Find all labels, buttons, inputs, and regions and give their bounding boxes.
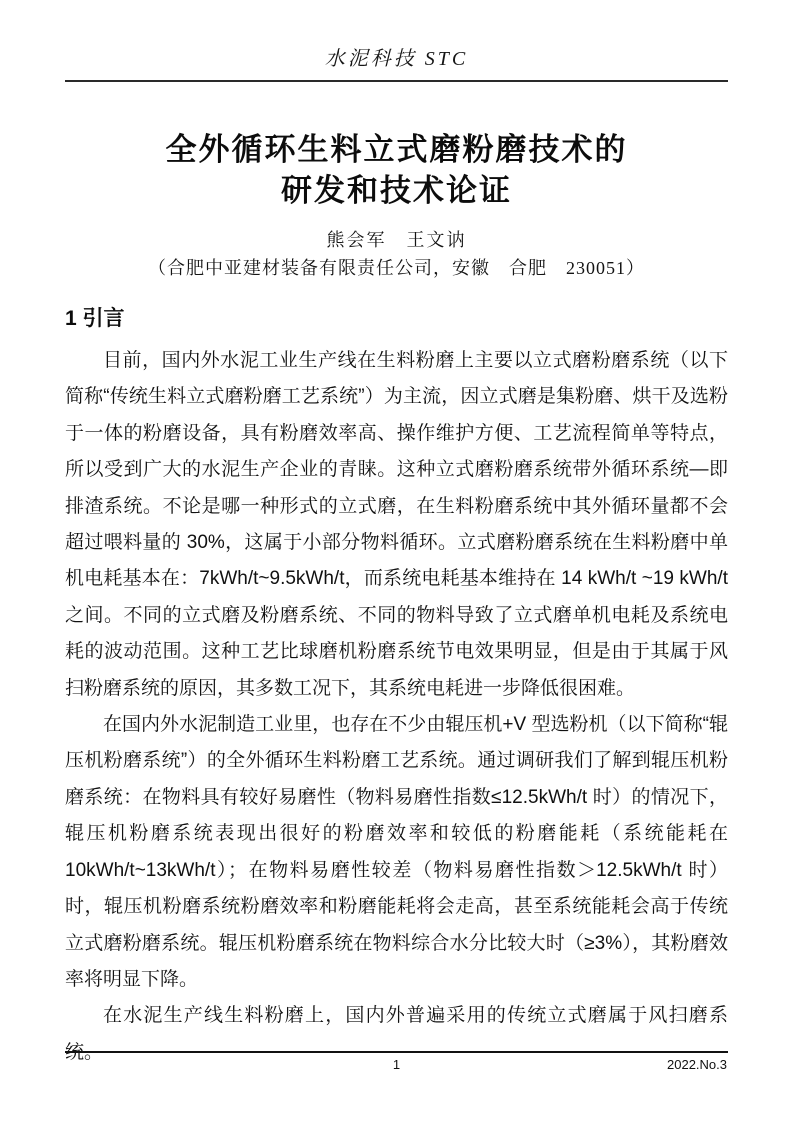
paragraph-1: 目前，国内外水泥工业生产线在生料粉磨上主要以立式磨粉磨系统（以下简称“传统生料立式磨粉磨工艺系统”）为主流，因立式磨是集粉磨、烘干及选粉于一体的粉磨设备，具有粉磨效率高、操作维护方便、工艺流程简单等特点，所以受到广大的水泥生产企业的青睐。这种立式磨粉磨系统带外循环系统—即排渣系统。不论是哪一种形式的立式磨，在生料粉磨系统中其外循环量都不会超过喂料量的 30%，这属于小部分物料循环。立式磨粉磨系统在生料粉磨中单机电耗基本在：7kWh/t~9.5kWh/t，而系统电耗基本维持在 14 kWh/t ~19 kWh/t 之间。不同的立式磨及粉磨系统、不同的物料导致了立式磨单机电耗及系统电耗的波动范围。这种工艺比球磨机粉磨系统节电效果明显，但是由于其属于风扫粉磨系统的原因，其多数工况下，其系统电耗进一步降低很困难。 (65, 350, 728, 699)
body-text (65, 343, 728, 1071)
paragraph-3: 在水泥生产线生料粉磨上，国内外普遍采用的传统立式磨属于风扫磨系统。 (65, 1005, 728, 1063)
journal-header: 水泥科技 STC (65, 46, 728, 82)
paragraph-2: 在国内外水泥制造工业里，也存在不少由辊压机+V 型选粉机（以下简称“辊压机粉磨系统”）的全外循环生料粉磨工艺系统。通过调研我们了解到辊压机粉磨系统：在物料具有较好易磨性（物料易磨性指数≤12.5kWh/t 时）的情况下，辊压机粉磨系统表现出很好的粉磨效率和较低的粉磨能耗（系统能耗在10kWh/t~13kWh/t）；在物料易磨性较差（物料易磨性指数＞12.5kWh/t 时）时，辊压机粉磨系统粉磨效率和粉磨能耗将会走高，甚至系统能耗会高于传统立式磨粉磨系统。辊压机粉磨系统在物料综合水分比较大时（≥3%），其粉磨效率将明显下降。 (65, 714, 728, 990)
section-heading-introduction: 1 引言 (65, 307, 125, 330)
article-title-line-2: 研发和技术论证 (281, 173, 512, 208)
footer-issue-label: 2022.No.3 (667, 1057, 727, 1072)
article-title-line-1: 全外循环生料立式磨粉磨技术的 (165, 132, 628, 167)
authors: 熊会军 王文讷 (326, 230, 467, 250)
footer-page-number: 1 (392, 1057, 401, 1072)
article-title (65, 129, 728, 211)
affiliation: （合肥中亚建材装备有限责任公司，安徽 合肥 230051） (148, 258, 645, 278)
footer-divider (65, 1051, 728, 1053)
